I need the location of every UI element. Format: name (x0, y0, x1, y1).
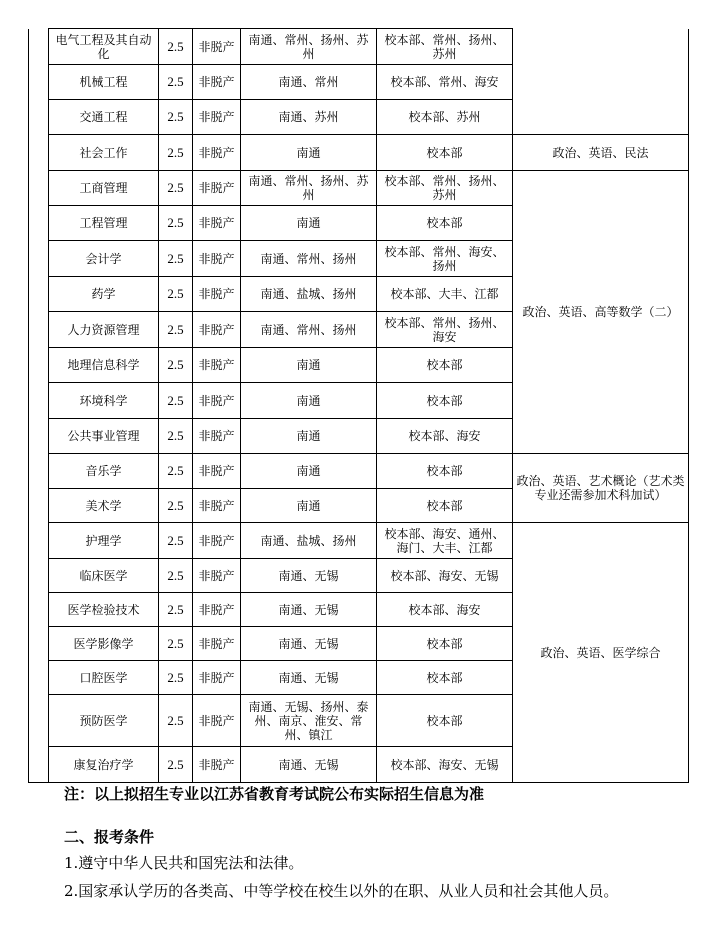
study-form: 非脱产 (193, 419, 241, 454)
study-form: 非脱产 (193, 100, 241, 135)
study-form: 非脱产 (193, 241, 241, 277)
table-row (29, 29, 689, 65)
teaching-sites: 校本部、海安、无锡 (377, 747, 513, 783)
major-name: 临床医学 (49, 559, 159, 593)
teaching-sites: 校本部 (377, 135, 513, 171)
exam-cities: 南通、常州、扬州、苏州 (241, 29, 377, 65)
study-years: 2.5 (159, 135, 193, 171)
study-years: 2.5 (159, 65, 193, 100)
study-years: 2.5 (159, 695, 193, 747)
major-name: 会计学 (49, 241, 159, 277)
study-years: 2.5 (159, 489, 193, 523)
major-name: 人力资源管理 (49, 312, 159, 348)
exam-subjects: 政治、英语、医学综合 (513, 523, 689, 783)
teaching-sites: 校本部 (377, 661, 513, 695)
teaching-sites: 校本部、苏州 (377, 100, 513, 135)
study-years: 2.5 (159, 454, 193, 489)
exam-cities: 南通、常州、扬州 (241, 241, 377, 277)
teaching-sites: 校本部、常州、扬州、苏州 (377, 29, 513, 65)
study-years: 2.5 (159, 100, 193, 135)
study-form: 非脱产 (193, 454, 241, 489)
exam-cities: 南通、无锡 (241, 747, 377, 783)
study-form: 非脱产 (193, 593, 241, 627)
teaching-sites: 校本部、海安 (377, 419, 513, 454)
exam-cities: 南通 (241, 454, 377, 489)
teaching-sites: 校本部 (377, 454, 513, 489)
study-years: 2.5 (159, 383, 193, 419)
study-form: 非脱产 (193, 383, 241, 419)
table-note: 注：以上拟招生专业以江苏省教育考试院公布实际招生信息为准 (64, 785, 485, 803)
exam-cities: 南通、无锡、扬州、泰州、南京、淮安、常州、镇江 (241, 695, 377, 747)
major-name: 地理信息科学 (49, 348, 159, 383)
exam-cities: 南通、盐城、扬州 (241, 523, 377, 559)
exam-cities: 南通、无锡 (241, 593, 377, 627)
teaching-sites: 校本部、常州、海安 (377, 65, 513, 100)
teaching-sites: 校本部、海安、无锡 (377, 559, 513, 593)
exam-cities: 南通 (241, 206, 377, 241)
major-name: 医学影像学 (49, 627, 159, 661)
major-name: 电气工程及其自动化 (49, 29, 159, 65)
exam-cities: 南通 (241, 135, 377, 171)
major-name: 口腔医学 (49, 661, 159, 695)
teaching-sites: 校本部、常州、海安、扬州 (377, 241, 513, 277)
exam-subjects: 政治、英语、艺术概论（艺术类专业还需参加术科加试） (513, 454, 689, 523)
condition-item: 2.国家承认学历的各类高、中等学校在校生以外的在职、从业人员和社会其他人员。 (64, 882, 619, 900)
exam-cities: 南通、常州、扬州 (241, 312, 377, 348)
study-years: 2.5 (159, 348, 193, 383)
study-years: 2.5 (159, 277, 193, 312)
exam-cities: 南通 (241, 419, 377, 454)
majors-table (28, 28, 689, 783)
major-name: 公共事业管理 (49, 419, 159, 454)
study-form: 非脱产 (193, 29, 241, 65)
major-name: 药学 (49, 277, 159, 312)
study-years: 2.5 (159, 419, 193, 454)
table-row (29, 523, 689, 559)
table-row (29, 171, 689, 206)
teaching-sites: 校本部、常州、扬州、海安 (377, 312, 513, 348)
study-years: 2.5 (159, 241, 193, 277)
major-name: 机械工程 (49, 65, 159, 100)
exam-cities: 南通、无锡 (241, 627, 377, 661)
major-name: 护理学 (49, 523, 159, 559)
exam-cities: 南通、常州、扬州、苏州 (241, 171, 377, 206)
exam-subjects: 政治、英语、高等数学（二） (513, 171, 689, 454)
study-years: 2.5 (159, 661, 193, 695)
major-name: 工商管理 (49, 171, 159, 206)
section-title: 二、报考条件 (64, 828, 155, 846)
major-name: 环境科学 (49, 383, 159, 419)
exam-cities: 南通 (241, 383, 377, 419)
exam-cities: 南通、无锡 (241, 559, 377, 593)
teaching-sites: 校本部、海安、通州、海门、大丰、江都 (377, 523, 513, 559)
table-row (29, 454, 689, 489)
study-form: 非脱产 (193, 489, 241, 523)
exam-subjects: 政治、英语、民法 (513, 135, 689, 171)
major-name: 预防医学 (49, 695, 159, 747)
study-form: 非脱产 (193, 135, 241, 171)
study-years: 2.5 (159, 523, 193, 559)
teaching-sites: 校本部 (377, 348, 513, 383)
major-name: 社会工作 (49, 135, 159, 171)
study-years: 2.5 (159, 559, 193, 593)
study-form: 非脱产 (193, 277, 241, 312)
study-years: 2.5 (159, 627, 193, 661)
exam-cities: 南通、苏州 (241, 100, 377, 135)
major-name: 医学检验技术 (49, 593, 159, 627)
study-form: 非脱产 (193, 747, 241, 783)
major-name: 音乐学 (49, 454, 159, 489)
study-form: 非脱产 (193, 661, 241, 695)
teaching-sites: 校本部、海安 (377, 593, 513, 627)
exam-cities: 南通 (241, 348, 377, 383)
study-form: 非脱产 (193, 312, 241, 348)
table-row (29, 135, 689, 171)
study-years: 2.5 (159, 206, 193, 241)
study-form: 非脱产 (193, 171, 241, 206)
teaching-sites: 校本部 (377, 383, 513, 419)
study-years: 2.5 (159, 171, 193, 206)
major-name: 康复治疗学 (49, 747, 159, 783)
teaching-sites: 校本部 (377, 206, 513, 241)
condition-item: 1.遵守中华人民共和国宪法和法律。 (64, 854, 304, 872)
teaching-sites: 校本部、大丰、江都 (377, 277, 513, 312)
exam-subjects-empty (513, 29, 689, 135)
exam-cities: 南通、无锡 (241, 661, 377, 695)
study-years: 2.5 (159, 29, 193, 65)
exam-cities: 南通、盐城、扬州 (241, 277, 377, 312)
exam-cities: 南通 (241, 489, 377, 523)
study-form: 非脱产 (193, 206, 241, 241)
study-form: 非脱产 (193, 559, 241, 593)
teaching-sites: 校本部 (377, 627, 513, 661)
study-years: 2.5 (159, 593, 193, 627)
study-years: 2.5 (159, 747, 193, 783)
teaching-sites: 校本部 (377, 489, 513, 523)
study-form: 非脱产 (193, 695, 241, 747)
study-form: 非脱产 (193, 348, 241, 383)
study-form: 非脱产 (193, 65, 241, 100)
teaching-sites: 校本部、常州、扬州、苏州 (377, 171, 513, 206)
group-cell (29, 29, 49, 783)
major-name: 交通工程 (49, 100, 159, 135)
study-form: 非脱产 (193, 627, 241, 661)
study-years: 2.5 (159, 312, 193, 348)
exam-cities: 南通、常州 (241, 65, 377, 100)
major-name: 工程管理 (49, 206, 159, 241)
study-form: 非脱产 (193, 523, 241, 559)
teaching-sites: 校本部 (377, 695, 513, 747)
major-name: 美术学 (49, 489, 159, 523)
